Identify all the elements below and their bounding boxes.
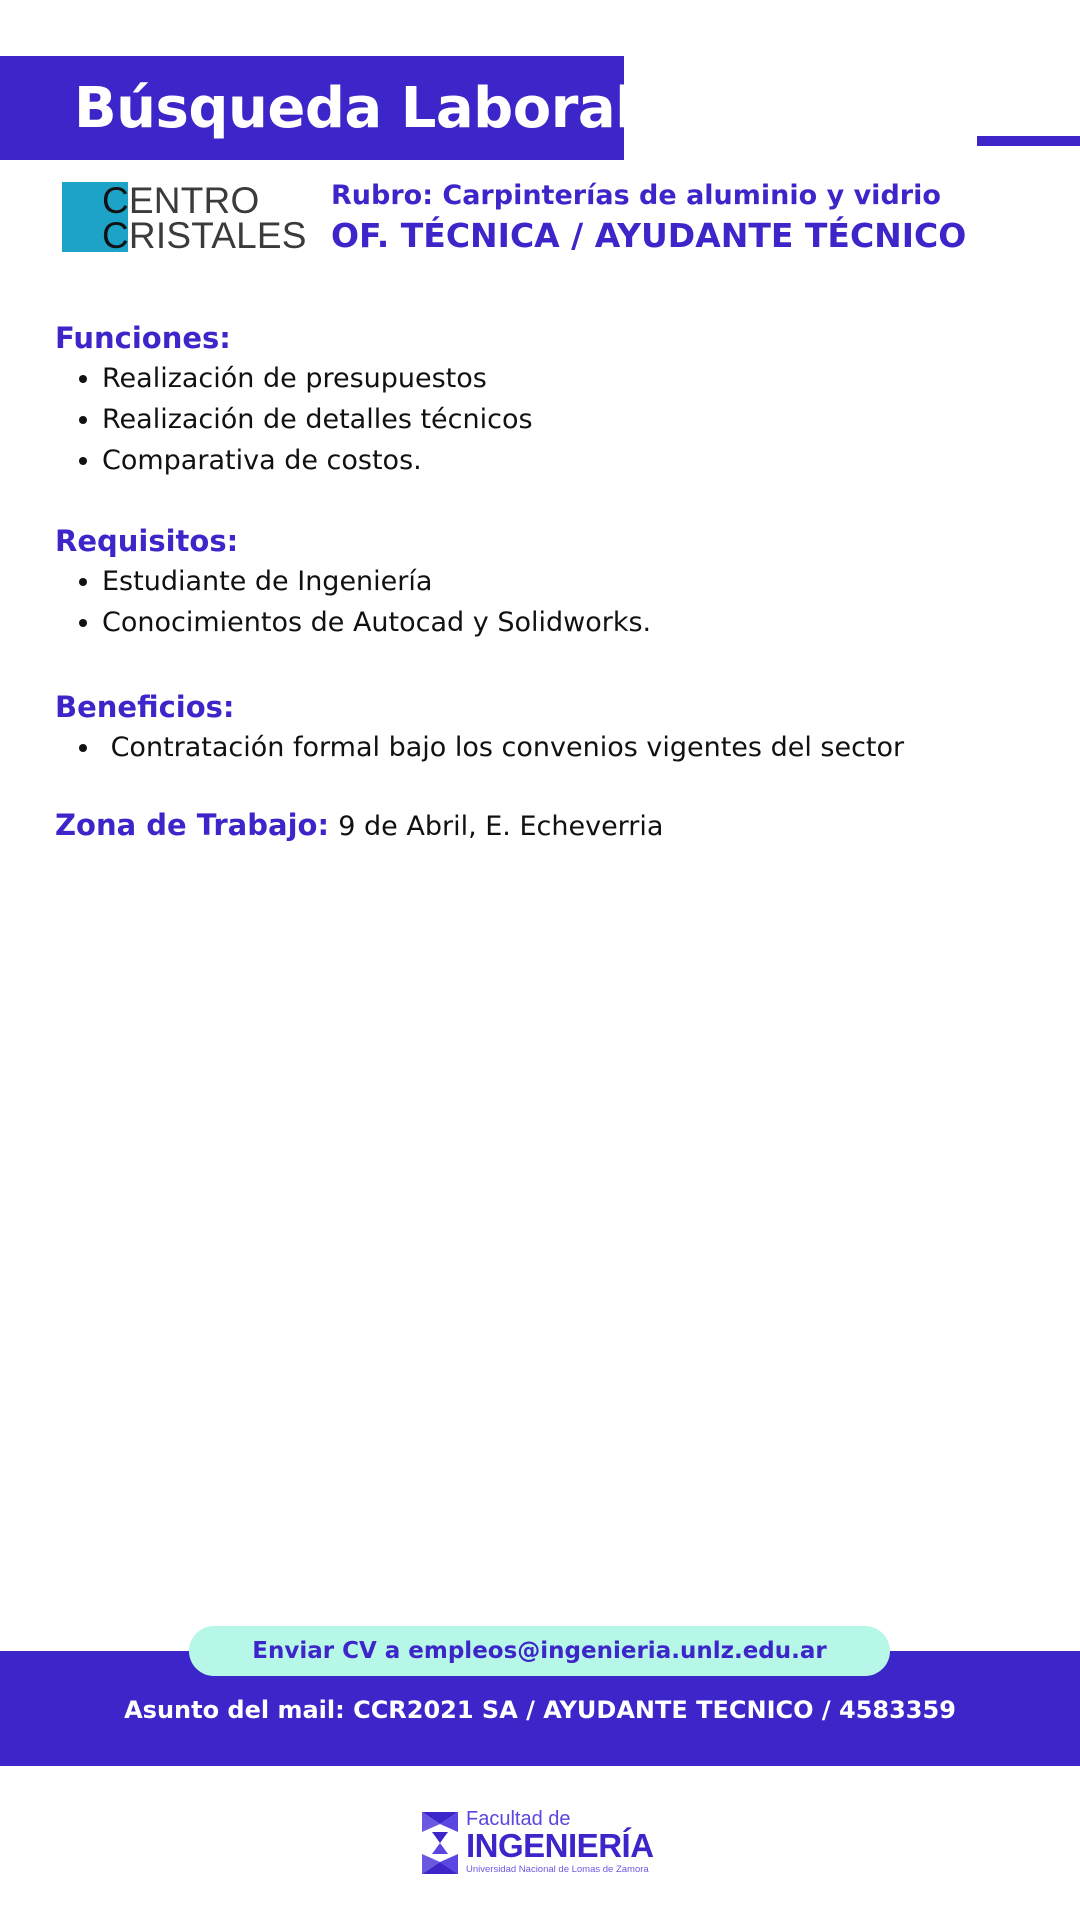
requisitos-section	[55, 521, 651, 643]
logo-initial-1: C	[102, 180, 129, 221]
faculty-line-1: Facultad de	[466, 1808, 571, 1830]
requisitos-list	[55, 561, 651, 643]
requisitos-heading: Requisitos:	[55, 524, 239, 558]
job-position: OF. TÉCNICA / AYUDANTE TÉCNICO	[331, 216, 967, 255]
logo-line-2	[102, 217, 307, 254]
beneficios-list	[55, 727, 904, 768]
faculty-line-2: INGENIERÍA	[466, 1827, 654, 1864]
funciones-section	[55, 318, 533, 481]
list-item: • Conocimientos de Autocad y Solidworks.	[102, 602, 651, 643]
zona-value: 9 de Abril, E. Echeverria	[338, 811, 664, 842]
send-cv-email-link[interactable]: Enviar CV a empleos@ingenieria.unlz.edu.ar	[189, 1626, 890, 1676]
logo-initial-2: C	[102, 215, 129, 256]
beneficios-section	[55, 687, 904, 768]
page-title: Búsqueda Laboral	[74, 75, 634, 141]
funciones-list	[55, 358, 533, 481]
accent-line	[977, 136, 1080, 146]
zona-trabajo	[55, 808, 663, 842]
company-logo	[62, 180, 307, 256]
list-item: • Estudiante de Ingeniería	[102, 561, 651, 602]
logo-line-1	[102, 182, 259, 219]
list-item: • Realización de presupuestos	[102, 358, 533, 399]
list-item: • Comparativa de costos.	[102, 440, 533, 481]
faculty-emblem-icon	[418, 1810, 462, 1876]
funciones-heading: Funciones:	[55, 321, 231, 355]
logo-text-2: RISTALES	[128, 215, 307, 256]
zona-label: Zona de Trabajo:	[55, 808, 330, 842]
faculty-logo	[418, 1808, 668, 1878]
title-banner	[0, 56, 634, 160]
email-subject: Asunto del mail: CCR2021 SA / AYUDANTE TECNICO / 4583359	[124, 1696, 956, 1724]
job-rubro: Rubro: Carpinterías de aluminio y vidrio	[331, 180, 941, 211]
list-item: • Realización de detalles técnicos	[102, 399, 533, 440]
list-item: • Contratación formal bajo los convenios vigentes del sector	[102, 727, 904, 768]
beneficios-heading: Beneficios:	[55, 690, 235, 724]
logo-text-1: ENTRO	[128, 180, 260, 221]
faculty-line-3: Universidad Nacional de Lomas de Zamora	[466, 1864, 649, 1875]
